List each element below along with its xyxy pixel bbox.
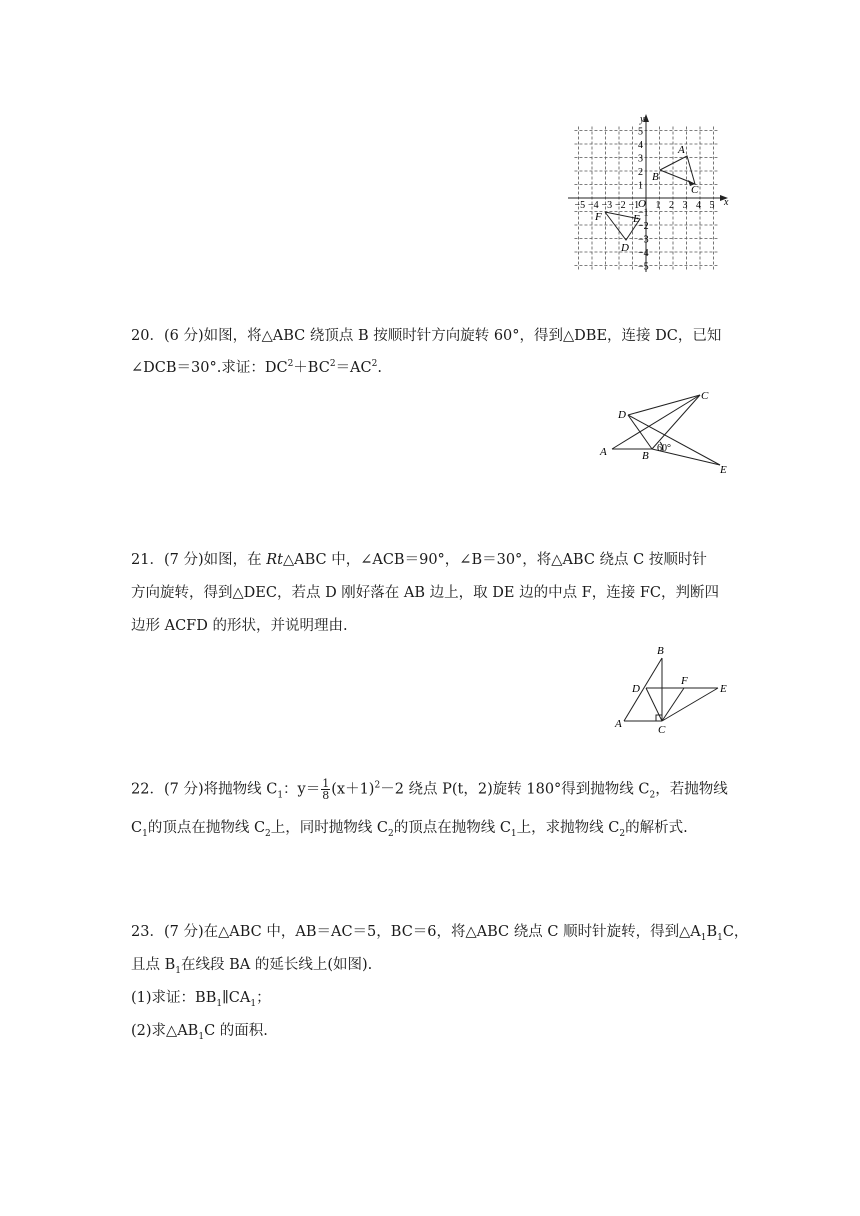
coordinate-grid-figure xyxy=(0,0,860,300)
q23-line-3: (1)求证：$BB_1\parallel CA_1$； xyxy=(131,990,271,1009)
y-tick-label: −2 xyxy=(638,221,649,232)
q21-line-2: 方向旋转，得到△DEC，若点 D 刚好落在 AB 边上，取 DE 边的中点 F，连接 FC，判断四 xyxy=(131,585,720,601)
y-axis-label: y xyxy=(640,114,645,125)
quadrilateral-figure xyxy=(0,642,860,737)
y-tick-label: 1 xyxy=(638,180,643,192)
q22-line-2: $C_1$的顶点在抛物线 $C_2$上，同时抛物线 $C_2$的顶点在抛物线 $C_1$上，求抛物线 $C_2$的解析式. xyxy=(131,820,688,839)
x-tick-label: −4 xyxy=(588,200,599,211)
q21-line-1: 21．(7 分)如图，在 Rt△ABC 中，∠ACB＝90°，∠B＝30°，将△ABC 绕点 C 按顺时针 xyxy=(131,552,707,568)
q23-line-4: (2)求$\triangle AB_1C$ 的面积. xyxy=(131,1023,268,1042)
q20-text: ∠DCB＝30°.求证：DC xyxy=(131,360,288,376)
q20-line-1: 20．(6 分)如图，将△ABC 绕顶点 B 按顺时针方向旋转 60°，得到△DBE，连接 DC，已知 xyxy=(131,328,722,344)
q21-line-3: 边形 ACFD 的形状，并说明理由. xyxy=(131,618,348,634)
point-b-label: B xyxy=(652,171,659,183)
x-tick-label: 3 xyxy=(682,200,688,211)
y-tick-label: −5 xyxy=(638,261,649,273)
x-tick-label: −5 xyxy=(574,200,586,211)
quad-b-label: B xyxy=(657,645,664,657)
rot-e-label: E xyxy=(720,464,727,476)
fraction-one-eighth: $\frac{1}{8}$ xyxy=(322,777,330,802)
x-tick-label: −3 xyxy=(601,200,613,211)
point-f-label: F xyxy=(595,211,602,223)
q20-line-2: ∠DCB＝30°.求证：$DC^2+BC^2=AC^2$. xyxy=(131,359,382,376)
quad-f-label: F xyxy=(681,675,688,687)
y-tick-label: −1 xyxy=(638,207,649,219)
triangle-abc xyxy=(660,156,695,184)
quad-e-label: E xyxy=(720,683,727,695)
rotation-figure xyxy=(0,385,860,475)
rot-c-label: C xyxy=(701,390,709,402)
x-tick-label: 4 xyxy=(696,200,701,211)
rot-b-label: B xyxy=(642,450,649,462)
rot-angle-label: 60° xyxy=(657,443,671,454)
y-tick-label: 5 xyxy=(638,126,643,138)
y-tick-label: 3 xyxy=(638,153,643,165)
q23-line-2: 且点 $B_1$在线段 BA 的延长线上(如图). xyxy=(131,957,373,976)
y-tick-label: −4 xyxy=(638,248,649,259)
q23-line-1: 23．(7 分)在△ABC 中，AB＝AC＝5，BC＝6，将△ABC 绕点 C 顺时针旋转，得到$\triangle A_1B_1C$， xyxy=(131,924,749,943)
x-axis-label: x xyxy=(724,197,729,208)
quad-d-label: D xyxy=(632,683,640,695)
x-tick-label: 1 xyxy=(655,200,661,211)
x-tick-label: −2 xyxy=(615,200,626,211)
point-a-label: A xyxy=(678,144,685,156)
q22-line-1: 22．(7 分)将抛物线 $C_1$：y＝ $\frac{1}{8}$ $(x+1)^2-2$ 绕点 P(t，2)旋转 180°得到抛物线 $C_2$，若抛物线 xyxy=(131,777,728,802)
x-tick-label: −1 xyxy=(628,200,640,211)
y-tick-label: 4 xyxy=(638,140,643,151)
origin-label: O xyxy=(638,198,646,210)
point-d-label: D xyxy=(621,242,629,254)
point-c-label: C xyxy=(691,184,699,196)
quad-a-label: A xyxy=(615,718,622,730)
quad-c-label: C xyxy=(658,724,666,736)
y-tick-label: 2 xyxy=(638,167,643,178)
y-tick-label: −3 xyxy=(638,234,649,246)
rot-a-label: A xyxy=(600,446,607,458)
rot-d-label: D xyxy=(618,409,626,421)
x-tick-label: 2 xyxy=(669,200,674,211)
x-tick-label: 5 xyxy=(709,200,715,211)
point-e-label: E xyxy=(633,213,640,225)
